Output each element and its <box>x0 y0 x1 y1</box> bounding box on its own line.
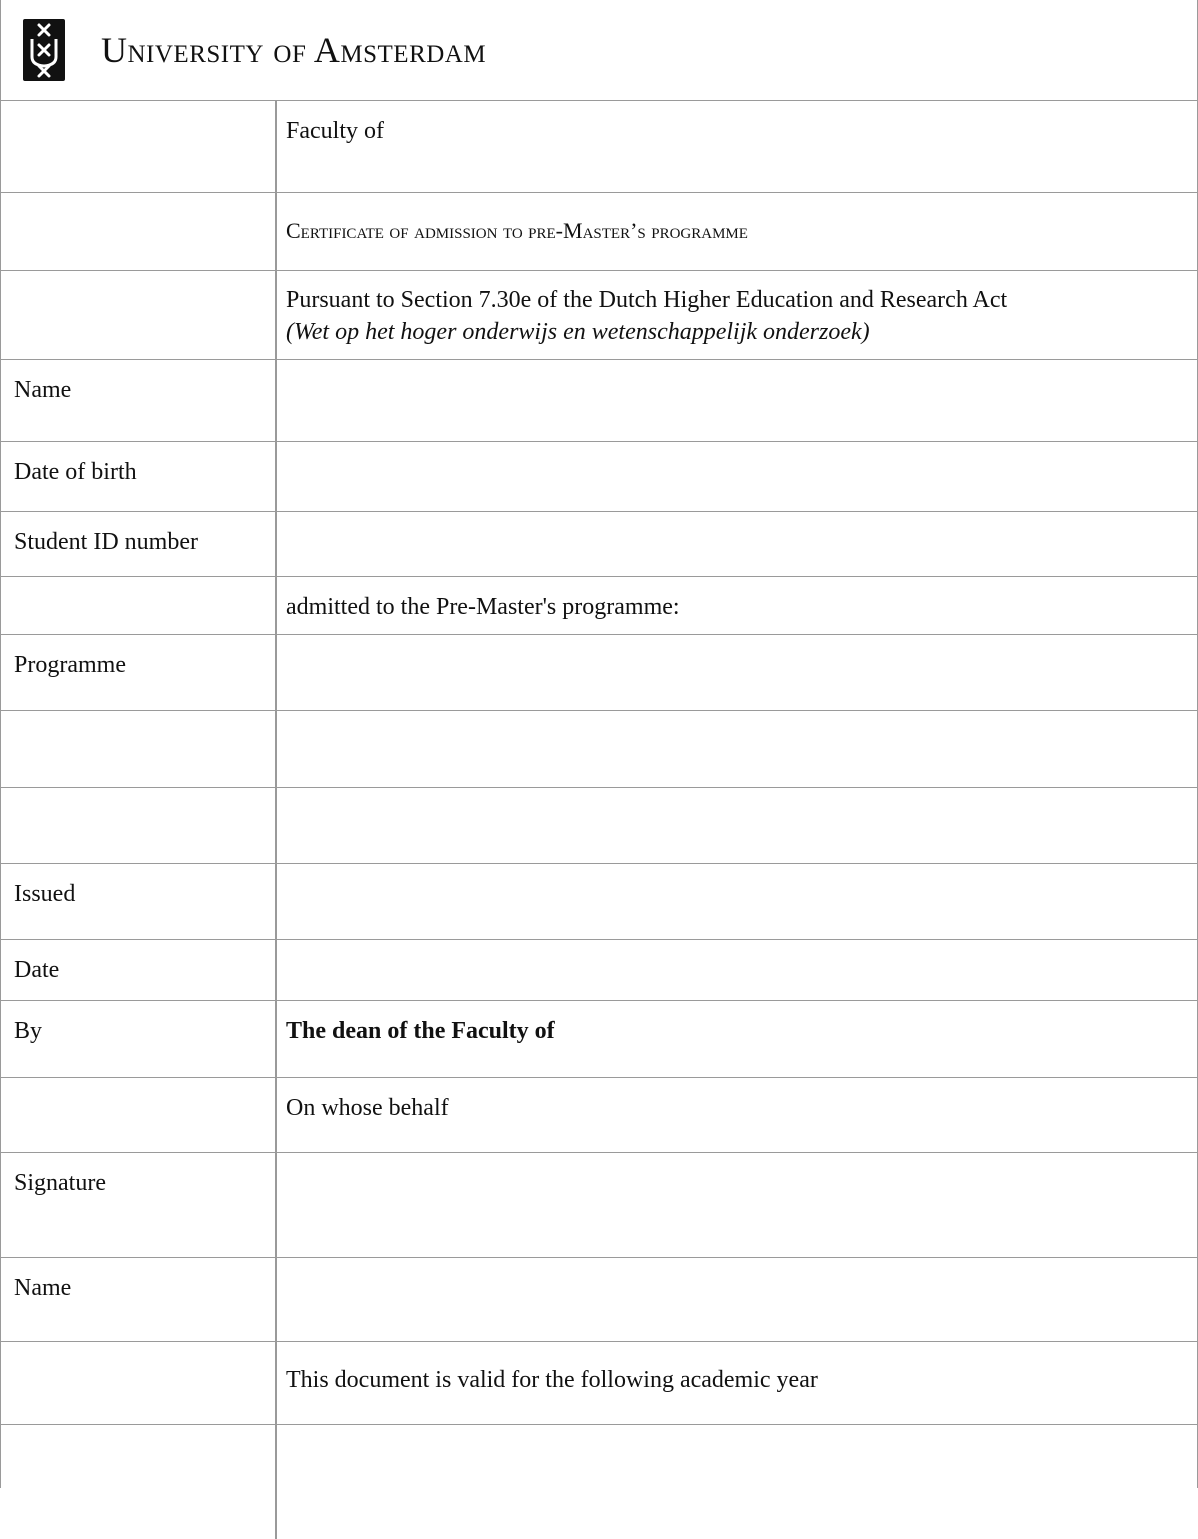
admission-form-table <box>1 100 1198 1539</box>
table-row <box>1 271 1198 360</box>
table-row <box>1 1153 1198 1258</box>
table-row <box>1 1001 1198 1078</box>
signature-field[interactable] <box>276 1153 1198 1258</box>
table-row <box>1 512 1198 577</box>
programme-field[interactable] <box>276 635 1198 711</box>
row-label <box>1 271 276 360</box>
certificate-title-text: Certificate of admission to pre-Master’s programme <box>286 218 748 243</box>
name-field[interactable] <box>276 360 1198 442</box>
issued-field[interactable] <box>276 864 1198 940</box>
by-label: By <box>1 1001 276 1078</box>
uva-crest-icon <box>23 19 65 81</box>
table-row <box>1 1342 1198 1425</box>
table-row <box>1 101 1198 193</box>
table-row <box>1 864 1198 940</box>
row-label <box>1 1078 276 1153</box>
date-of-birth-field[interactable] <box>276 442 1198 512</box>
row-label <box>1 193 276 271</box>
table-row <box>1 360 1198 442</box>
row-label <box>1 1342 276 1425</box>
table-row <box>1 940 1198 1001</box>
legal-basis <box>276 271 1198 360</box>
date-label: Date <box>1 940 276 1001</box>
document-header <box>1 0 1197 100</box>
legal-basis-line: Pursuant to Section 7.30e of the Dutch Higher Education and Research Act <box>286 287 1008 313</box>
signatory-name-label: Name <box>1 1258 276 1342</box>
table-row <box>1 577 1198 635</box>
row-label <box>1 711 276 788</box>
signature-label: Signature <box>1 1153 276 1258</box>
validity-text: This document is valid for the following academic year <box>276 1342 1198 1425</box>
legal-basis-dutch: (Wet op het hoger onderwijs en wetenschappelijk onderzoek) <box>286 319 870 345</box>
date-of-birth-label: Date of birth <box>1 442 276 512</box>
admitted-text: admitted to the Pre-Master's programme: <box>276 577 1198 635</box>
row-label <box>1 577 276 635</box>
table-row <box>1 711 1198 788</box>
table-row <box>1 1078 1198 1153</box>
row-label <box>1 101 276 193</box>
row-label <box>1 1425 276 1539</box>
table-row <box>1 1258 1198 1342</box>
dean-text: The dean of the Faculty of <box>276 1001 1198 1078</box>
table-row <box>1 788 1198 864</box>
on-whose-behalf-text: On whose behalf <box>276 1078 1198 1153</box>
table-row <box>1 442 1198 512</box>
signatory-name-field[interactable] <box>276 1258 1198 1342</box>
certificate-title <box>276 193 1198 271</box>
programme-label: Programme <box>1 635 276 711</box>
faculty-of-text: Faculty of <box>276 101 1198 193</box>
student-id-label: Student ID number <box>1 512 276 577</box>
date-field[interactable] <box>276 940 1198 1001</box>
student-id-field[interactable] <box>276 512 1198 577</box>
academic-year-field[interactable] <box>276 1425 1198 1539</box>
table-row <box>1 635 1198 711</box>
university-name: University of Amsterdam <box>101 30 487 70</box>
programme-field-extra[interactable] <box>276 788 1198 864</box>
table-row <box>1 1425 1198 1539</box>
issued-label: Issued <box>1 864 276 940</box>
table-row <box>1 193 1198 271</box>
programme-field-extra[interactable] <box>276 711 1198 788</box>
row-label <box>1 788 276 864</box>
name-label: Name <box>1 360 276 442</box>
